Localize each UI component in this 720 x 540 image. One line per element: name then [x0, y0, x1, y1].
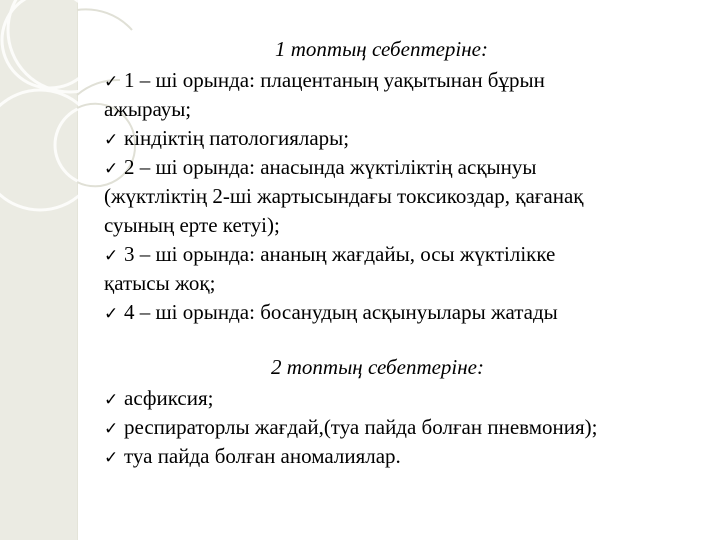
checkmark-icon: ✓	[104, 159, 119, 179]
checkmark-icon: ✓	[104, 246, 119, 266]
list-item-text: респираторлы жағдай,(туа пайда болған пневмония);	[124, 415, 598, 439]
list-item-line	[104, 211, 704, 240]
list-item-line	[104, 240, 704, 269]
list-item	[104, 384, 704, 413]
list-item	[104, 298, 704, 327]
checkmark-icon: ✓	[104, 304, 119, 324]
list-item	[104, 153, 704, 240]
decorative-side-band	[0, 0, 78, 540]
list-item-line	[104, 95, 704, 124]
list-item-line	[104, 413, 704, 442]
list-item-text: 2 – ші орында: анасында жүктіліктің асқынуы	[124, 155, 537, 179]
list-item-line	[104, 124, 704, 153]
list-item-text: 4 – ші орында: босанудың асқынуылары жатады	[124, 300, 558, 324]
slide-content	[104, 34, 704, 471]
list-item-text: асфиксия;	[124, 386, 214, 410]
group1-heading: 1 топтың себептеріне:	[275, 37, 488, 61]
group2-heading: 2 топтың себептеріне:	[271, 355, 484, 379]
list-item-line	[104, 153, 704, 182]
list-item	[104, 413, 704, 442]
list-item-line	[104, 384, 704, 413]
list-item-text: 3 – ші орында: ананың жағдайы, осы жүктілікке	[124, 242, 556, 266]
list-item	[104, 124, 704, 153]
group2-list	[104, 384, 704, 471]
list-item-text: (жүктліктің 2-ші жартысындағы токсикоздар, қағанақ	[104, 184, 584, 208]
list-item-text: ажырауы;	[104, 97, 192, 121]
list-item-line	[104, 66, 704, 95]
checkmark-icon: ✓	[104, 130, 119, 150]
list-item-line	[104, 298, 704, 327]
list-item	[104, 240, 704, 298]
list-item-text: кіндіктің патологиялары;	[124, 126, 350, 150]
list-item-text: суының ерте кетуі);	[104, 213, 280, 237]
list-item	[104, 66, 704, 124]
checkmark-icon: ✓	[104, 419, 119, 439]
list-item-text: туа пайда болған аномалиялар.	[124, 444, 401, 468]
checkmark-icon: ✓	[104, 390, 119, 410]
list-item	[104, 442, 704, 471]
list-item-line	[104, 442, 704, 471]
list-item-text: қатысы жоқ;	[104, 271, 216, 295]
checkmark-icon: ✓	[104, 72, 119, 92]
list-item-line	[104, 269, 704, 298]
group1-list	[104, 66, 704, 327]
list-item-line	[104, 182, 704, 211]
checkmark-icon: ✓	[104, 448, 119, 468]
list-item-text: 1 – ші орында: плацентаның уақытынан бұрын	[124, 68, 545, 92]
